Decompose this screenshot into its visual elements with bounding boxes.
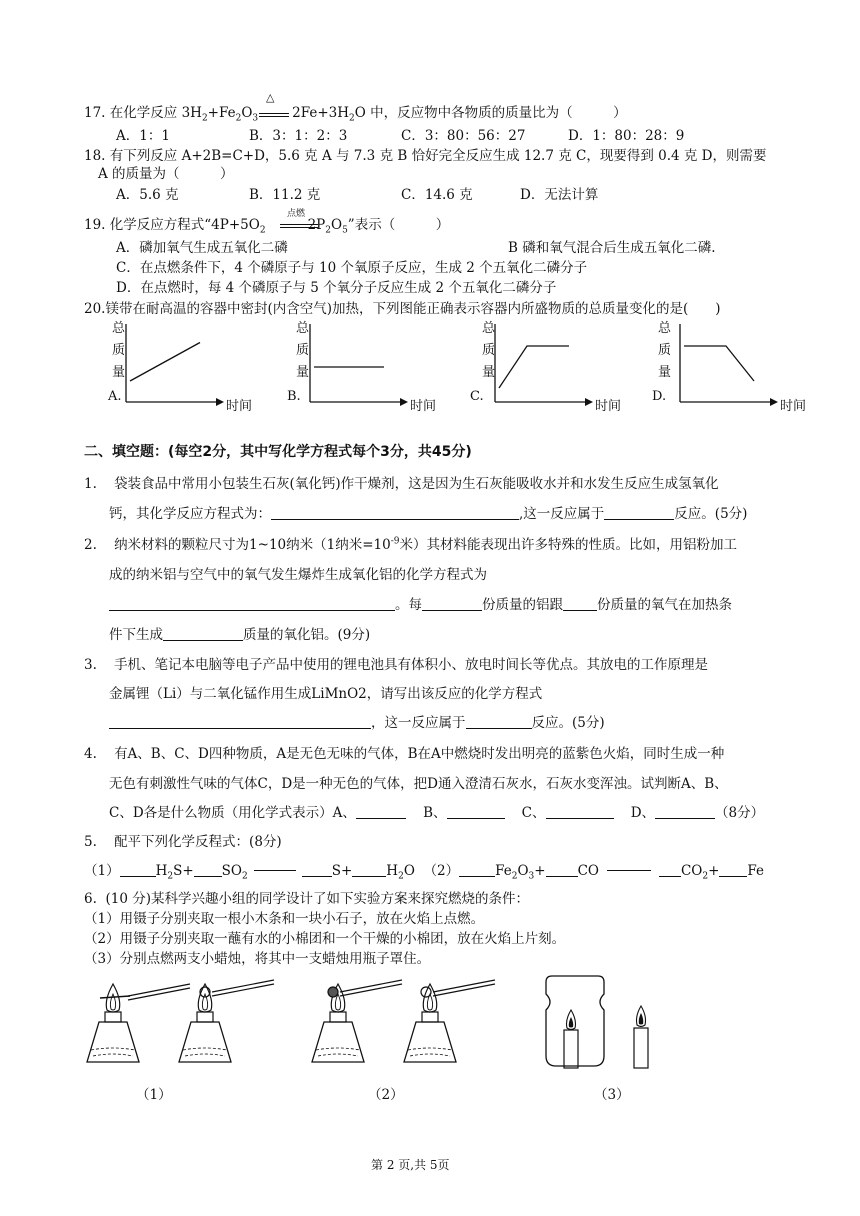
y-axis-label: 量 xyxy=(482,365,496,380)
q17-option-c: C．3：80：56：27 xyxy=(401,128,526,144)
alcohol-lamp-icon xyxy=(179,984,231,1062)
y-axis-label: 量 xyxy=(658,365,672,380)
fill6-step2: （2）用镊子分别夹取一蘸有水的小棉团和一个干燥的小棉团，放在火焰上片刻。 xyxy=(84,931,566,947)
x-axis-label: 时间 xyxy=(595,399,622,414)
alcohol-lamp-icon xyxy=(312,984,364,1062)
data-line xyxy=(130,343,200,382)
y-axis-label: 总 xyxy=(658,321,672,336)
answer-blank[interactable] xyxy=(422,596,482,611)
fill1-line2: 钙，其化学反应方程式为： ,这一反应属于 反应。(5分) xyxy=(109,506,748,522)
equation-arrow xyxy=(254,870,296,871)
q17-stem: 17. 在化学反应 $3H_2+Fe_2O_3$ $2Fe+3H_2O$ 中，反应物中各物质的质量比为（ ） xyxy=(84,105,627,124)
answer-blank[interactable] xyxy=(352,862,386,877)
equation-arrow xyxy=(607,870,651,871)
q17-option-d: D．1：80：28：9 xyxy=(568,128,685,144)
fill2-line1: 2. 纳米材料的颗粒尺寸为1~10纳米（1纳米$=10^{-9}$米）其材料能表现出许多特殊的性质。比如，用铝粉加工 xyxy=(84,536,738,553)
fill6-step1: （1）用镊子分别夹取一根小木条和一块小石子，放在火焰上点燃。 xyxy=(84,911,485,927)
y-axis-label: 量 xyxy=(112,365,126,380)
graph-label: C. xyxy=(470,389,484,404)
x-axis-arrow xyxy=(770,398,778,406)
fill3-line1: 3. 手机、笔记本电脑等电子产品中使用的锂电池具有体积小、放电时间长等优点。其放电的工作原理是 xyxy=(84,657,709,673)
x-axis-arrow xyxy=(400,398,408,406)
wood-stick-icon xyxy=(100,996,130,998)
q18-option-a: A．5.6 克 xyxy=(116,187,179,203)
graph-label: A. xyxy=(108,389,122,404)
fill2-line2: 成的纳米铝与空气中的氧气发生爆炸生成氧化铝的化学方程式为 xyxy=(109,567,487,583)
answer-blank[interactable] xyxy=(109,596,395,611)
ignite-condition: 点燃 xyxy=(287,209,306,219)
fill4-line2: 无色有刺激性气味的气体C，D是一种无色的气体，把D通入澄清石灰水，石灰水变浑浊。试判断A、B、 xyxy=(109,776,728,792)
fill4-line1: 4. 有A、B、C、D四种物质，A是无色无味的气体，B在A中燃烧时发出明亮的蓝紫色火焰，同时生成一种 xyxy=(84,746,725,762)
y-axis-label: 量 xyxy=(296,365,310,380)
data-line xyxy=(499,346,569,388)
answer-blank[interactable] xyxy=(271,505,519,520)
answer-blank[interactable] xyxy=(120,862,156,877)
q19-option-d: D．在点燃时，每 4 个磷原子与 5 个氧分子反应生成 2 个五氧化二磷分子 xyxy=(116,280,557,296)
q18-stem: 18. 有下列反应 A+2B=C+D，5.6 克 A 与 7.3 克 B 恰好完全反应生成 12.7 克 C，现要得到 0.4 克 D，则需要 xyxy=(84,148,767,164)
fill5-line1: 5. 配平下列化学反程式：(8分) xyxy=(84,834,282,850)
x-axis-label: 时间 xyxy=(226,399,253,414)
y-axis-label: 质 xyxy=(112,343,126,358)
page-number: 第 2 页,共 5页 xyxy=(371,1158,450,1172)
candle-icon xyxy=(564,1030,578,1068)
q19-option-a: A．磷加氧气生成五氧化二磷 xyxy=(116,240,288,256)
answer-blank[interactable] xyxy=(546,804,614,819)
q18-option-d: D．无法计算 xyxy=(520,187,599,203)
q18-option-c: C．14.6 克 xyxy=(401,187,473,203)
q17-option-a: A．1：1 xyxy=(116,128,170,144)
q19-stem: 19. 化学反应方程式“$4P+5O_2$ $2P_2O_5$”表示（ ） xyxy=(84,217,450,236)
q17-option-b: B．3：1：2：3 xyxy=(249,128,348,144)
q20-stem: 20.镁带在耐高温的容器中密封(内含空气)加热，下列图能正确表示容器内所盛物质的总质量变化的是( ) xyxy=(84,301,721,317)
q19-option-c: C．在点燃条件下，4 个磷原子与 10 个氧原子反应，生成 2 个五氧化二磷分子 xyxy=(116,260,588,276)
x-axis-arrow xyxy=(585,398,593,406)
fill3-line2: 金属锂（Li）与二氧化锰作用生成LiMnO2，请写出该反应的化学方程式 xyxy=(109,686,543,702)
candle-icon xyxy=(634,1028,648,1068)
equation-arrow xyxy=(259,113,289,117)
y-axis-label: 总 xyxy=(296,321,310,336)
answer-blank[interactable] xyxy=(302,862,332,877)
answer-blank[interactable] xyxy=(163,626,243,641)
answer-blank[interactable] xyxy=(719,862,747,877)
answer-blank[interactable] xyxy=(356,804,406,819)
graph-label: D. xyxy=(652,389,667,404)
x-axis-label: 时间 xyxy=(780,399,807,414)
answer-blank[interactable] xyxy=(604,505,674,520)
y-axis-label: 总 xyxy=(482,321,496,336)
fill5-equations: （1） $H_2S+ SO_2$ $S+ H_2O$ （2） $Fe_2O_3+$ CO $CO_2+ Fe$ xyxy=(84,863,765,882)
q19-option-b: B 磷和氧气混合后生成五氧化二磷. xyxy=(508,240,716,256)
y-axis-label: 质 xyxy=(296,343,310,358)
x-axis-arrow xyxy=(216,398,224,406)
fill2-line4: 件下生成 质量的氧化铝。(9分) xyxy=(109,627,371,643)
answer-blank[interactable] xyxy=(659,862,681,877)
experiment-figures xyxy=(0,970,860,1100)
equation-arrow xyxy=(280,224,318,228)
heat-condition: △ xyxy=(266,91,275,104)
q18-stem-line2: A 的质量为（ ） xyxy=(98,166,234,182)
wet-cotton-icon xyxy=(328,987,338,997)
graph-label: B. xyxy=(287,389,301,404)
answer-blank[interactable] xyxy=(194,862,222,877)
q18-option-b: B．11.2 克 xyxy=(249,187,321,203)
y-axis-label: 质 xyxy=(658,343,672,358)
q20-graphs xyxy=(0,318,860,438)
answer-blank[interactable] xyxy=(459,862,495,877)
x-axis-label: 时间 xyxy=(410,399,437,414)
fill6-line1: 6. (10 分)某科学兴趣小组的同学设计了如下实验方案来探究燃烧的条件： xyxy=(84,891,529,907)
figure-label-1: （1） xyxy=(136,1087,172,1103)
data-line xyxy=(684,346,754,381)
fill2-line3: 。每 份质量的铝跟 份质量的氧气在加热条 xyxy=(109,596,732,614)
answer-blank[interactable] xyxy=(109,714,371,729)
answer-blank[interactable] xyxy=(447,804,505,819)
fill4-line3: C、D各是什么物质（用化学式表示）A、 B、 C、 D、 （8分） xyxy=(109,805,765,821)
fill6-step3: （3）分别点燃两支小蜡烛，将其中一支蜡烛用瓶子罩住。 xyxy=(84,951,431,967)
y-axis-label: 质 xyxy=(482,343,496,358)
fill1-line1: 1. 袋装食品中常用小包装生石灰(氧化钙)作干燥剂，这是因为生石灰能吸收水并和水发生反应生成氢氧化 xyxy=(84,476,719,492)
answer-blank[interactable] xyxy=(546,862,578,877)
figure-label-3: （3） xyxy=(594,1087,630,1103)
figure-label-2: （2） xyxy=(368,1087,404,1103)
section-title: 二、填空题：(每空2分，其中写化学方程式每个3分，共45分) xyxy=(84,444,472,460)
answer-blank[interactable] xyxy=(563,596,597,611)
answer-blank[interactable] xyxy=(655,804,715,819)
answer-blank[interactable] xyxy=(466,714,532,729)
y-axis-label: 总 xyxy=(112,321,126,336)
fill3-line3: ，这一反应属于 反应。(5分) xyxy=(109,714,605,732)
